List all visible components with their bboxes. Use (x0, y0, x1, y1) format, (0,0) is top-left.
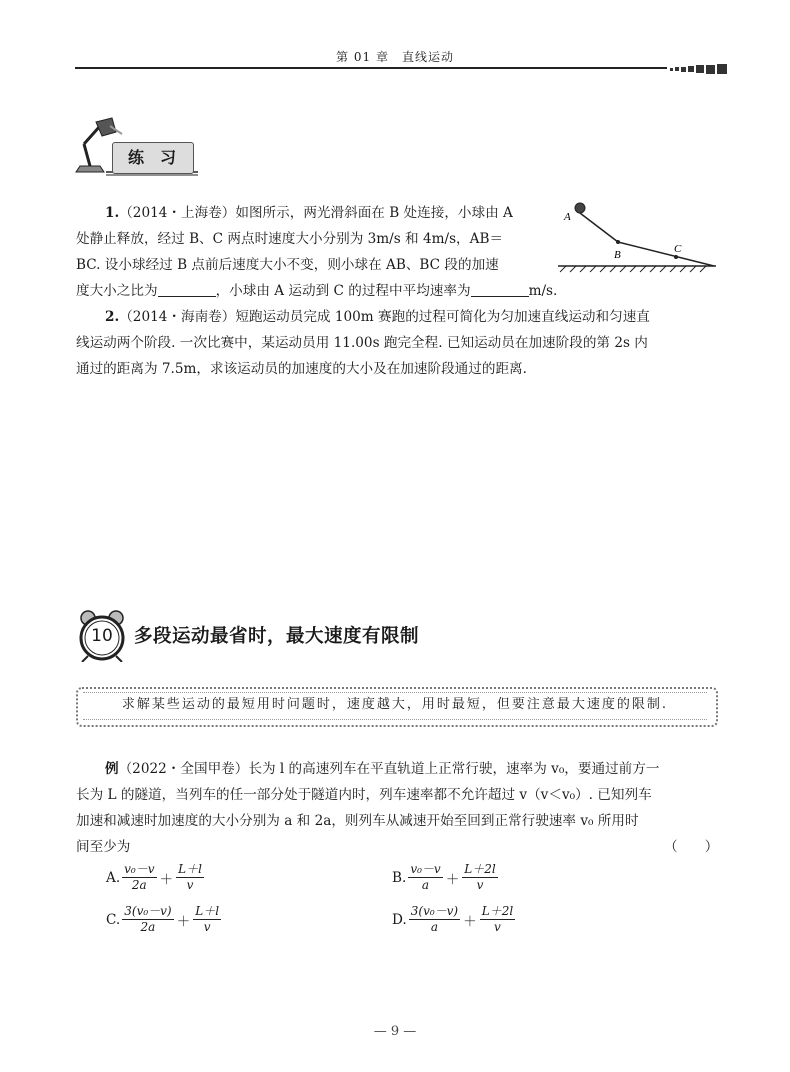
q1-line-1: 1.（2014・上海卷）如图所示，两光滑斜面在 B 处连接，小球由 A (105, 205, 513, 221)
tip-text: 求解某些运动的最短用时问题时，速度越大，用时最短，但要注意最大速度的限制. (121, 697, 669, 712)
option-d[interactable]: D. $\frac{\text{3(v₀－v)}}{a}$ ＋ $\frac{L+2l}{v}$ (392, 904, 514, 934)
answer-blank-2[interactable] (471, 282, 529, 297)
q2-line-3: 通过的距离为 7.5m，求该运动员的加速度的大小及在加速阶段通过的距离. (76, 361, 527, 377)
q1-line-2: 处静止释放，经过 B、C 两点时速度大小分别为 3m/s 和 4m/s，AB＝ (76, 231, 504, 247)
answer-parentheses[interactable]: （ ） (664, 839, 719, 855)
option-b[interactable]: B. $\frac{\text{v₀－v}}{a}$ ＋ $\frac{L+2l}{v}$ (392, 862, 496, 892)
example-line-3: 加速和减速时加速度的大小分别为 a 和 2a，则列车从减速开始至回到正常行驶速率 v₀ 所用时 (76, 813, 639, 829)
example-line-1: 例（2022・全国甲卷）长为 l 的高速列车在平直轨道上正常行驶，速率为 v₀，要通过前方一 (105, 761, 660, 777)
q2-line-1: 2.（2014・海南卷）短跑运动员完成 100m 赛跑的过程可简化为匀加速直线运动和匀速直 (105, 309, 650, 325)
label-c: C (674, 243, 682, 255)
page-number: — 9 — (373, 1024, 417, 1039)
q2-line-2: 线运动两个阶段. 一次比赛中，某运动员用 11.00s 跑完全程. 已知运动员在加速阶段的第 2s 内 (76, 335, 648, 351)
incline-figure (556, 196, 720, 274)
header-decoration (670, 64, 727, 74)
option-a[interactable]: A. $\frac{\text{v₀－v}}{2a}$ ＋ $\frac{L+l}{v}$ (106, 862, 202, 892)
option-c[interactable]: C. $\frac{\text{3(v₀－v)}}{2a}$ ＋ $\frac{L+l}{v}$ (106, 904, 220, 934)
answer-blank-1[interactable] (158, 282, 216, 297)
example-line-4: 间至少为 (76, 839, 131, 855)
practice-label: 练 习 (127, 148, 176, 167)
q1-line-4: 度大小之比为 ，小球由 A 运动到 C 的过程中平均速率为 m/s. (76, 283, 558, 299)
example-line-2: 长为 L 的隧道，当列车的任一部分处于隧道内时，列车速率都不允许超过 v（v＜v₀）. 已知列车 (76, 787, 652, 803)
section-title: 多段运动最省时，最大速度有限制 (134, 626, 420, 647)
q1-line-3: BC. 设小球经过 B 点前后速度大小不变，则小球在 AB、BC 段的加速 (76, 257, 499, 273)
label-a: A (564, 211, 571, 223)
label-b: B (614, 249, 621, 261)
header-rule (75, 67, 667, 69)
chapter-header: 第 01 章 直线运动 (336, 50, 454, 64)
section-number: 10 (91, 626, 113, 646)
